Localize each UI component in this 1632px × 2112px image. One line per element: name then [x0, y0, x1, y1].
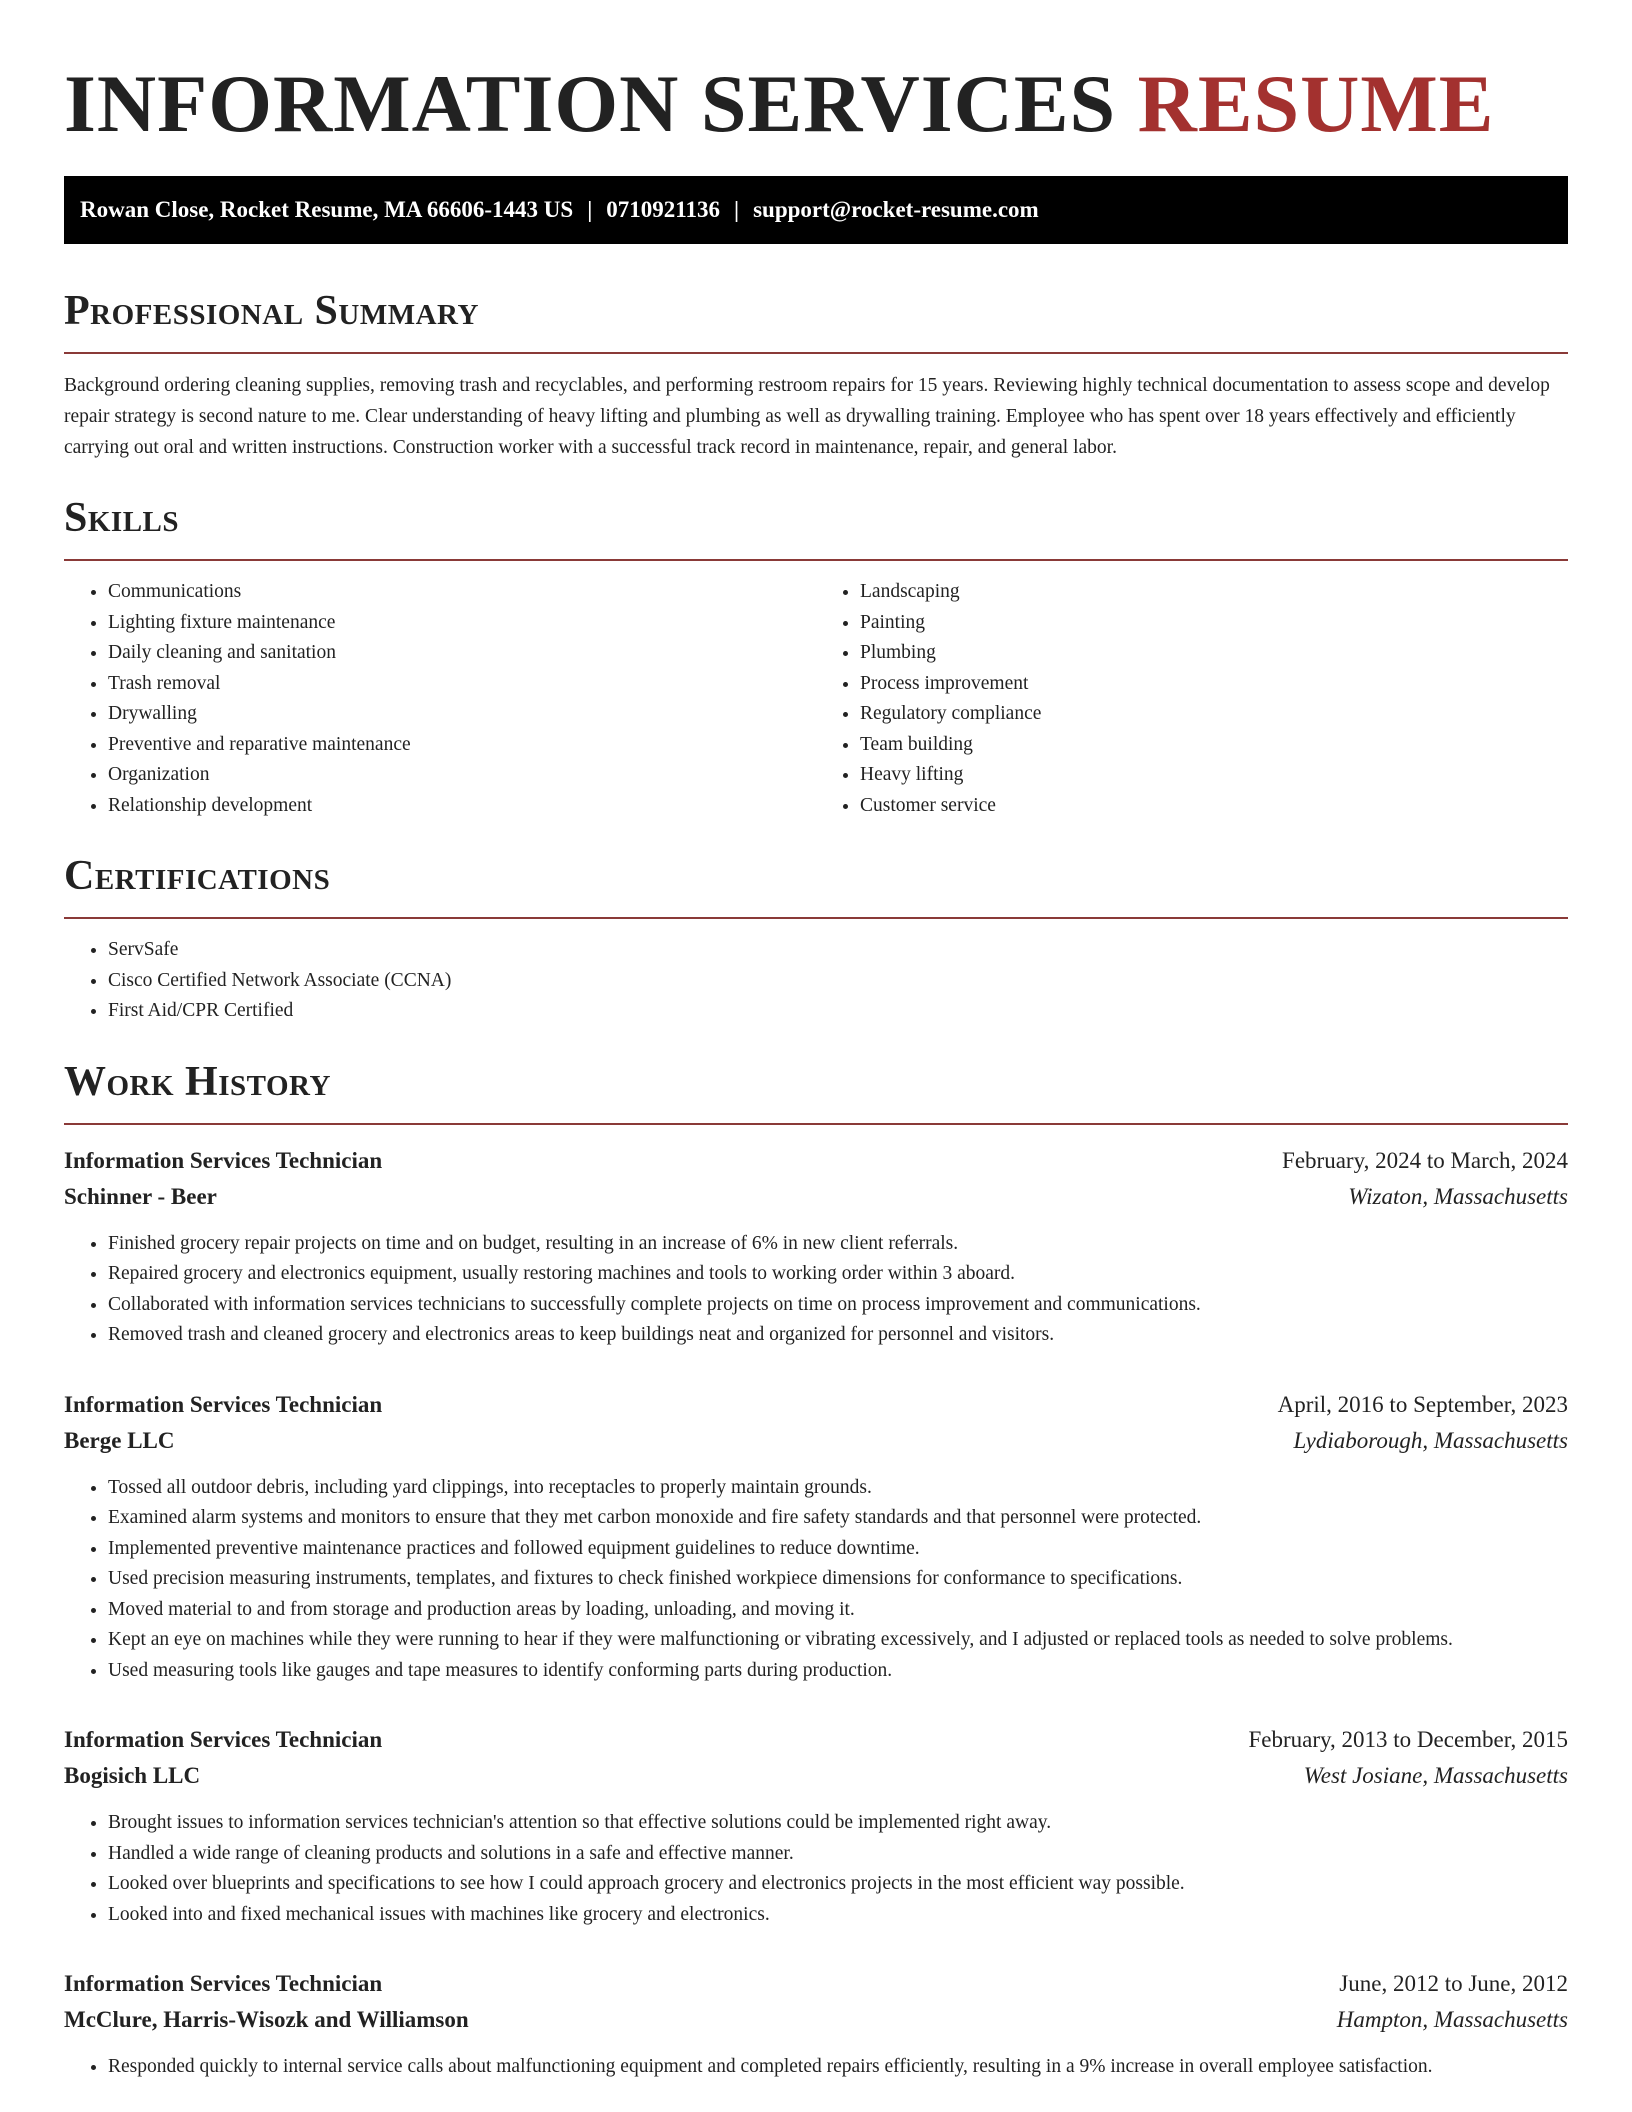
job-bullets	[64, 1229, 1568, 1351]
skill-item: • Process improvement	[860, 669, 1568, 700]
job-company-row	[64, 1179, 1568, 1215]
certifications-section	[64, 849, 1568, 1027]
section-divider	[64, 1123, 1568, 1125]
job-header-row	[64, 1966, 1568, 2002]
job-bullet: • Kept an eye on machines while they were running to hear if they were malfunctioning or vibrating excessively, and I adjusted or replaced tools as needed to solve problems.	[108, 1625, 1568, 1656]
skill-item: • Team building	[860, 730, 1568, 761]
job-bullets	[64, 2052, 1568, 2083]
job-bullet: • Repaired grocery and electronics equipment, usually restoring machines and tools to working order within 3 aboard.	[108, 1259, 1568, 1290]
certification-item: • First Aid/CPR Certified	[108, 996, 1568, 1027]
skill-item: • Plumbing	[860, 638, 1568, 669]
section-heading: Work History	[64, 1058, 331, 1105]
job-location: Hampton, Massachusetts	[1336, 2007, 1568, 2032]
skill-item: • Organization	[108, 760, 816, 791]
skill-item: • Daily cleaning and sanitation	[108, 638, 816, 669]
contact-address: Rowan Close, Rocket Resume, MA 66606-1443 US	[80, 197, 574, 222]
job-location: Lydiaborough, Massachusetts	[1293, 1427, 1568, 1453]
skill-item: • Preventive and reparative maintenance	[108, 730, 816, 761]
job-company: McClure, Harris-Wisozk and Williamson	[64, 2007, 469, 2032]
job-title: Information Services Technician	[64, 1971, 383, 1996]
job-header-row	[64, 1722, 1568, 1758]
section-divider	[64, 917, 1568, 919]
contact-email[interactable]: support@rocket-resume.com	[753, 197, 1039, 222]
job-bullet: • Examined alarm systems and monitors to ensure that they met carbon monoxide and fire safety standards and that personnel were protected.	[108, 1503, 1568, 1534]
skills-grid	[64, 577, 1568, 821]
skills-list-left	[64, 577, 816, 821]
contact-phone: 0710921136	[606, 197, 720, 222]
skill-item: • Lighting fixture maintenance	[108, 608, 816, 639]
job-bullet: • Brought issues to information services technician's attention so that effective solutions could be implemented right away.	[108, 1808, 1568, 1839]
job-bullets	[64, 1473, 1568, 1687]
job-company-row	[64, 2002, 1568, 2038]
resume-title	[64, 50, 1568, 158]
job-entry	[64, 1966, 1568, 2083]
job-bullet: • Moved material to and from storage and production areas by loading, unloading, and moving it.	[108, 1595, 1568, 1626]
job-company-row	[64, 1423, 1568, 1459]
section-heading: Professional Summary	[64, 288, 479, 334]
skill-item: • Drywalling	[108, 699, 816, 730]
work-history-section	[64, 1055, 1568, 2083]
contact-separator: |	[734, 197, 740, 222]
skill-item: • Landscaping	[860, 577, 1568, 608]
job-bullet: • Collaborated with information services technicians to successfully complete projects on time on process improvement and communications.	[108, 1290, 1568, 1321]
job-bullet: • Handled a wide range of cleaning products and solutions in a safe and effective manner.	[108, 1839, 1568, 1870]
job-entry	[64, 1143, 1568, 1351]
section-divider	[64, 559, 1568, 561]
job-title: Information Services Technician	[64, 1727, 383, 1752]
job-bullet: • Used precision measuring instruments, templates, and fixtures to check finished workpiece dimensions for conformance to specifications.	[108, 1564, 1568, 1595]
job-bullet: • Looked into and fixed mechanical issues with machines like grocery and electronics.	[108, 1900, 1568, 1931]
section-heading: Certifications	[64, 853, 331, 899]
job-entry	[64, 1387, 1568, 1687]
summary-text: Background ordering cleaning supplies, removing trash and recyclables, and performing restroom repairs for 15 years. Reviewing highly technical documentation to assess scope and develop repair strategy is second nature to me. Clear understanding of heavy lifting and plumbing as well as drywalling training. Employee who has spent over 18 years effectively and efficiently carrying out oral and written instructions. Construction worker with a successful track record in maintenance, repair, and general labor.	[64, 375, 1550, 458]
skill-item: • Customer service	[860, 791, 1568, 822]
certification-item: • Cisco Certified Network Associate (CCNA)	[108, 966, 1568, 997]
job-company: Bogisich LLC	[64, 1763, 201, 1788]
section-heading: Skills	[64, 495, 180, 541]
job-title: Information Services Technician	[64, 1147, 383, 1173]
skills-list-right	[816, 577, 1568, 821]
skill-item: • Trash removal	[108, 669, 816, 700]
job-bullets	[64, 1808, 1568, 1930]
certifications-list	[64, 935, 1568, 1027]
skill-item: • Communications	[108, 577, 816, 608]
job-company-row	[64, 1758, 1568, 1794]
job-header-row	[64, 1143, 1568, 1179]
job-location: Wizaton, Massachusetts	[1348, 1183, 1568, 1209]
job-bullet: • Used measuring tools like gauges and tape measures to identify conforming parts during production.	[108, 1656, 1568, 1687]
skill-item: • Painting	[860, 608, 1568, 639]
job-bullet: • Removed trash and cleaned grocery and electronics areas to keep buildings neat and organized for personnel and visitors.	[108, 1320, 1568, 1351]
job-bullet: • Looked over blueprints and specifications to see how I could approach grocery and electronics projects in the most efficient way possible.	[108, 1869, 1568, 1900]
job-dates: June, 2012 to June, 2012	[1339, 1971, 1568, 1996]
title-main: INFORMATION SERVICES	[64, 58, 1117, 149]
certification-item: • ServSafe	[108, 935, 1568, 966]
skills-section	[64, 491, 1568, 821]
contact-bar	[64, 176, 1568, 244]
job-bullet: • Tossed all outdoor debris, including yard clippings, into receptacles to properly maintain grounds.	[108, 1473, 1568, 1504]
contact-separator: |	[587, 197, 593, 222]
job-header-row	[64, 1387, 1568, 1423]
job-company: Schinner - Beer	[64, 1183, 217, 1209]
skill-item: • Relationship development	[108, 791, 816, 822]
job-company: Berge LLC	[64, 1427, 175, 1453]
title-accent: RESUME	[1137, 58, 1495, 149]
job-bullet: • Finished grocery repair projects on time and on budget, resulting in an increase of 6% in new client referrals.	[108, 1229, 1568, 1260]
job-dates: February, 2024 to March, 2024	[1282, 1147, 1568, 1173]
skill-item: • Heavy lifting	[860, 760, 1568, 791]
job-dates: April, 2016 to September, 2023	[1277, 1391, 1568, 1417]
skill-item: • Regulatory compliance	[860, 699, 1568, 730]
job-bullet: • Implemented preventive maintenance practices and followed equipment guidelines to reduce downtime.	[108, 1534, 1568, 1565]
job-title: Information Services Technician	[64, 1391, 383, 1417]
job-location: West Josiane, Massachusetts	[1303, 1763, 1568, 1788]
job-entry	[64, 1722, 1568, 1930]
section-divider	[64, 352, 1568, 354]
job-bullet: • Responded quickly to internal service calls about malfunctioning equipment and completed repairs efficiently, resulting in a 9% increase in overall employee satisfaction.	[108, 2052, 1568, 2083]
job-dates: February, 2013 to December, 2015	[1248, 1727, 1568, 1752]
summary-section	[64, 284, 1568, 463]
